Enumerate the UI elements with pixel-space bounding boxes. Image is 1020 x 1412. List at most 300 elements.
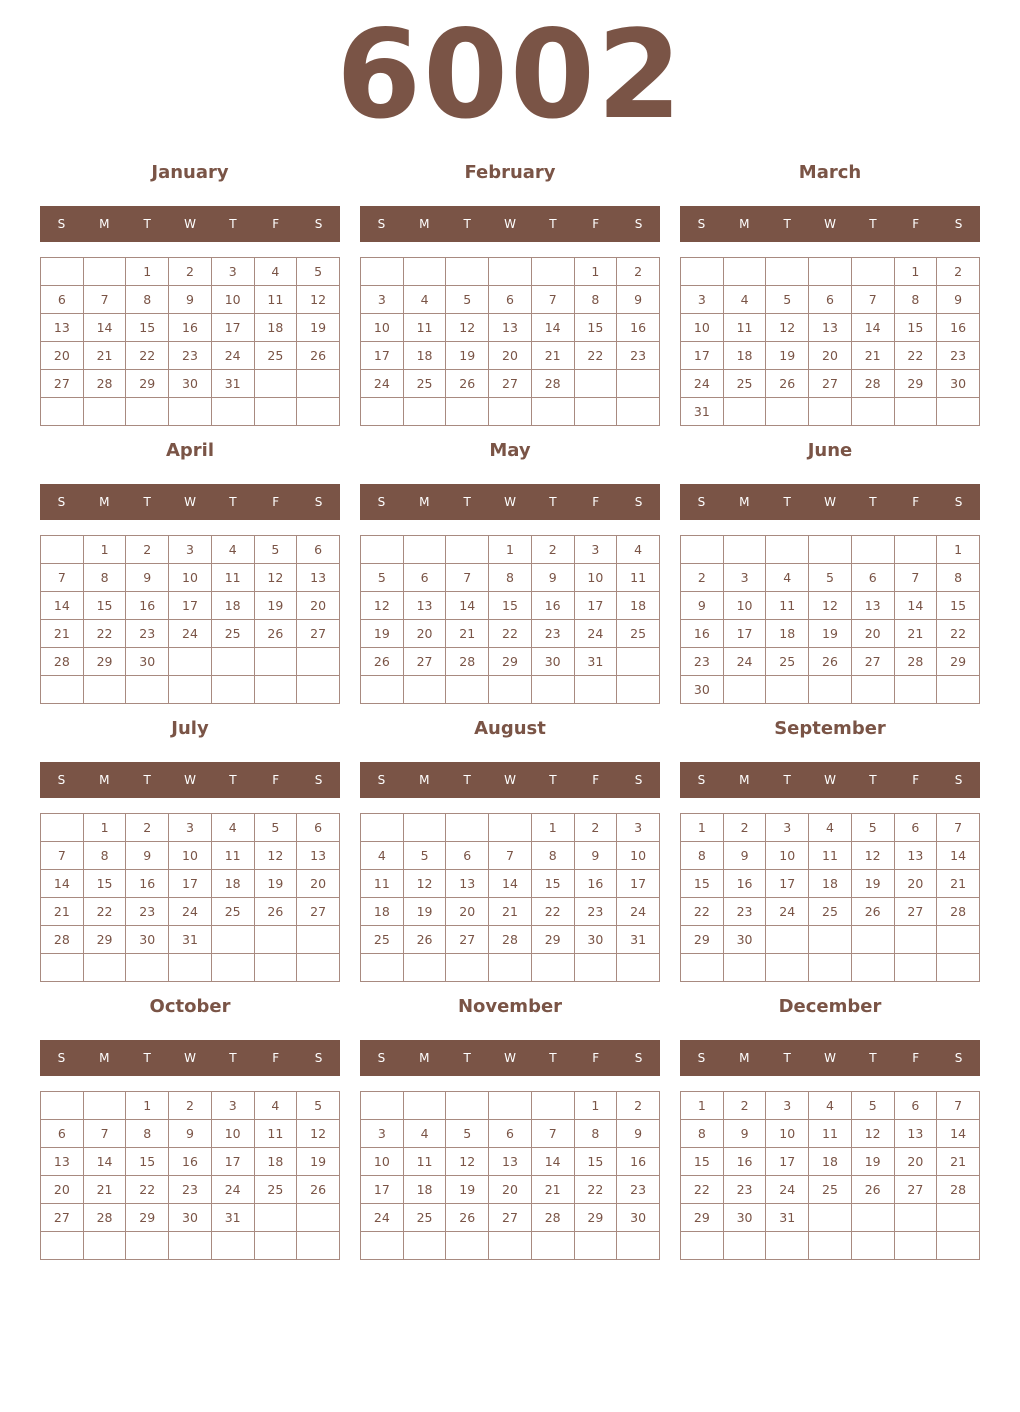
day-cell — [617, 676, 660, 704]
day-cell: 31 — [211, 1204, 254, 1232]
week-row — [41, 314, 340, 342]
day-cell — [894, 676, 937, 704]
day-cell: 20 — [403, 620, 446, 648]
day-cell — [254, 1204, 297, 1232]
weekday-label: T — [869, 217, 877, 231]
day-cell: 22 — [894, 342, 937, 370]
day-cell: 18 — [809, 1148, 852, 1176]
day-cell: 28 — [531, 370, 574, 398]
day-cell: 14 — [851, 314, 894, 342]
day-cell: 2 — [937, 258, 980, 286]
day-cell: 27 — [489, 1204, 532, 1232]
day-cell: 9 — [937, 286, 980, 314]
day-cell: 14 — [446, 592, 489, 620]
day-cell: 4 — [766, 564, 809, 592]
day-cell: 30 — [126, 648, 169, 676]
weekday-label: T — [783, 217, 791, 231]
weekday-label: S — [954, 217, 963, 231]
day-grid — [680, 257, 980, 426]
weekday-label: S — [314, 495, 323, 509]
day-cell: 10 — [723, 592, 766, 620]
day-cell — [83, 1232, 126, 1260]
day-cell: 20 — [41, 342, 84, 370]
month-name: November — [457, 996, 563, 1017]
week-row — [361, 898, 660, 926]
day-cell — [83, 1092, 126, 1120]
day-cell — [574, 1232, 617, 1260]
weekday-label: S — [314, 773, 323, 787]
day-cell — [361, 954, 404, 982]
day-cell: 13 — [851, 592, 894, 620]
weekday-label: M — [419, 773, 430, 787]
weekday-header — [360, 206, 660, 242]
day-cell: 26 — [766, 370, 809, 398]
day-cell: 30 — [169, 1204, 212, 1232]
day-cell: 11 — [361, 870, 404, 898]
weekday-label: S — [697, 773, 706, 787]
weekday-label: T — [463, 1051, 471, 1065]
day-cell: 4 — [361, 842, 404, 870]
day-cell: 21 — [446, 620, 489, 648]
day-cell — [254, 648, 297, 676]
day-cell: 11 — [211, 842, 254, 870]
day-cell: 21 — [937, 1148, 980, 1176]
weekday-header — [40, 762, 340, 798]
weekday-label: T — [143, 217, 151, 231]
day-cell — [851, 536, 894, 564]
day-cell: 14 — [83, 1148, 126, 1176]
week-row — [41, 286, 340, 314]
week-row — [361, 870, 660, 898]
weekday-label: S — [377, 495, 386, 509]
day-cell: 17 — [681, 342, 724, 370]
day-cell: 27 — [894, 898, 937, 926]
day-cell: 20 — [489, 1176, 532, 1204]
day-cell: 9 — [169, 1120, 212, 1148]
day-cell — [446, 954, 489, 982]
day-cell: 16 — [723, 870, 766, 898]
day-cell: 15 — [681, 870, 724, 898]
day-cell: 16 — [937, 314, 980, 342]
week-row — [41, 926, 340, 954]
day-cell — [723, 954, 766, 982]
day-cell: 24 — [617, 898, 660, 926]
day-cell: 4 — [617, 536, 660, 564]
day-cell: 15 — [489, 592, 532, 620]
day-cell: 25 — [403, 1204, 446, 1232]
day-cell: 13 — [894, 1120, 937, 1148]
day-cell: 31 — [617, 926, 660, 954]
day-cell: 4 — [254, 258, 297, 286]
day-cell: 7 — [851, 286, 894, 314]
day-cell: 11 — [617, 564, 660, 592]
day-cell: 13 — [809, 314, 852, 342]
day-cell — [766, 676, 809, 704]
day-cell: 31 — [169, 926, 212, 954]
day-cell: 4 — [403, 286, 446, 314]
day-cell: 15 — [574, 1148, 617, 1176]
day-cell — [809, 258, 852, 286]
day-cell — [809, 954, 852, 982]
day-cell: 27 — [297, 898, 340, 926]
day-cell — [766, 258, 809, 286]
day-cell: 4 — [211, 814, 254, 842]
day-cell: 28 — [489, 926, 532, 954]
day-cell: 20 — [894, 870, 937, 898]
day-cell: 10 — [361, 314, 404, 342]
week-row — [681, 648, 980, 676]
day-cell — [574, 398, 617, 426]
weekday-label: S — [954, 773, 963, 787]
day-cell: 28 — [531, 1204, 574, 1232]
month-name: January — [151, 162, 229, 183]
day-cell — [574, 676, 617, 704]
day-cell: 27 — [446, 926, 489, 954]
day-cell: 22 — [681, 1176, 724, 1204]
day-cell: 10 — [361, 1148, 404, 1176]
day-cell: 5 — [446, 1120, 489, 1148]
day-cell: 19 — [851, 870, 894, 898]
day-grid — [680, 1091, 980, 1260]
day-cell: 16 — [574, 870, 617, 898]
weekday-label: S — [954, 495, 963, 509]
day-cell: 23 — [169, 1176, 212, 1204]
day-cell — [531, 954, 574, 982]
day-cell: 29 — [531, 926, 574, 954]
weekday-label: T — [549, 495, 557, 509]
weekday-header — [40, 206, 340, 242]
week-row — [361, 564, 660, 592]
day-cell: 29 — [681, 1204, 724, 1232]
day-cell — [83, 398, 126, 426]
day-cell: 29 — [126, 370, 169, 398]
day-cell — [894, 1232, 937, 1260]
day-cell: 16 — [126, 592, 169, 620]
day-cell: 12 — [446, 314, 489, 342]
day-cell — [617, 954, 660, 982]
week-row — [681, 286, 980, 314]
day-cell — [403, 536, 446, 564]
day-cell: 8 — [489, 564, 532, 592]
month-name: February — [464, 162, 556, 183]
week-row — [41, 676, 340, 704]
weekday-label: T — [549, 217, 557, 231]
week-row — [41, 536, 340, 564]
day-cell: 26 — [297, 1176, 340, 1204]
weekday-header — [680, 484, 980, 520]
day-cell: 12 — [851, 1120, 894, 1148]
weekday-label: W — [184, 217, 196, 231]
day-cell — [937, 926, 980, 954]
day-cell: 19 — [297, 1148, 340, 1176]
day-cell: 31 — [766, 1204, 809, 1232]
weekday-label: S — [697, 1051, 706, 1065]
day-cell: 28 — [894, 648, 937, 676]
day-cell — [766, 536, 809, 564]
day-cell — [489, 1092, 532, 1120]
day-cell: 17 — [723, 620, 766, 648]
day-cell: 27 — [894, 1176, 937, 1204]
weekday-label: T — [869, 1051, 877, 1065]
day-cell: 15 — [83, 592, 126, 620]
weekday-label: M — [99, 773, 110, 787]
day-cell: 30 — [574, 926, 617, 954]
month-name: May — [489, 440, 531, 461]
day-cell: 3 — [169, 814, 212, 842]
day-cell: 16 — [681, 620, 724, 648]
month-name: October — [149, 996, 231, 1017]
weekday-label: F — [272, 1051, 280, 1065]
weekday-label: W — [504, 773, 516, 787]
day-cell: 7 — [489, 842, 532, 870]
day-cell — [361, 1092, 404, 1120]
week-row — [681, 1204, 980, 1232]
day-cell — [41, 676, 84, 704]
day-cell: 19 — [809, 620, 852, 648]
day-cell: 19 — [446, 1176, 489, 1204]
day-cell: 26 — [851, 1176, 894, 1204]
month-name: April — [165, 440, 215, 461]
day-cell — [446, 1092, 489, 1120]
day-cell: 29 — [83, 648, 126, 676]
day-cell — [851, 258, 894, 286]
day-cell: 26 — [361, 648, 404, 676]
weekday-label: S — [57, 1051, 66, 1065]
day-cell: 24 — [574, 620, 617, 648]
day-cell: 28 — [937, 898, 980, 926]
day-cell — [41, 536, 84, 564]
day-cell: 6 — [41, 1120, 84, 1148]
day-cell: 2 — [617, 1092, 660, 1120]
week-row — [41, 398, 340, 426]
week-row — [681, 258, 980, 286]
day-cell — [937, 1232, 980, 1260]
day-cell — [83, 676, 126, 704]
day-cell: 4 — [254, 1092, 297, 1120]
day-cell: 21 — [531, 342, 574, 370]
day-cell: 27 — [489, 370, 532, 398]
week-row — [361, 370, 660, 398]
day-cell: 21 — [937, 870, 980, 898]
day-cell: 29 — [83, 926, 126, 954]
week-row — [361, 1204, 660, 1232]
day-cell: 16 — [126, 870, 169, 898]
weekday-header — [680, 206, 980, 242]
day-cell: 10 — [211, 286, 254, 314]
day-cell: 30 — [169, 370, 212, 398]
day-cell: 3 — [211, 1092, 254, 1120]
month-name: September — [774, 718, 886, 739]
day-cell: 6 — [489, 1120, 532, 1148]
day-cell — [723, 676, 766, 704]
weekday-label: S — [634, 1051, 643, 1065]
day-cell: 8 — [126, 1120, 169, 1148]
day-cell: 20 — [809, 342, 852, 370]
month-name: June — [807, 440, 853, 461]
day-cell: 7 — [83, 286, 126, 314]
day-cell — [403, 1232, 446, 1260]
day-cell: 18 — [254, 1148, 297, 1176]
weekday-label: F — [912, 1051, 920, 1065]
day-cell: 12 — [361, 592, 404, 620]
week-row — [681, 1120, 980, 1148]
day-cell: 5 — [446, 286, 489, 314]
weekday-label: T — [869, 495, 877, 509]
day-cell: 30 — [617, 1204, 660, 1232]
day-cell: 11 — [254, 286, 297, 314]
weekday-label: M — [419, 217, 430, 231]
day-cell: 21 — [41, 620, 84, 648]
day-cell — [489, 676, 532, 704]
day-cell — [809, 536, 852, 564]
day-cell: 30 — [681, 676, 724, 704]
day-cell: 21 — [531, 1176, 574, 1204]
weekday-label: S — [377, 1051, 386, 1065]
day-cell: 6 — [297, 536, 340, 564]
day-cell: 19 — [446, 342, 489, 370]
week-row — [681, 370, 980, 398]
day-cell: 27 — [41, 1204, 84, 1232]
day-cell — [126, 398, 169, 426]
day-cell: 20 — [894, 1148, 937, 1176]
day-cell: 15 — [894, 314, 937, 342]
day-cell: 23 — [574, 898, 617, 926]
day-cell: 7 — [531, 1120, 574, 1148]
day-cell: 14 — [41, 592, 84, 620]
day-cell — [211, 1232, 254, 1260]
day-cell: 13 — [403, 592, 446, 620]
day-cell: 7 — [937, 814, 980, 842]
day-cell: 12 — [254, 842, 297, 870]
weekday-label: T — [549, 1051, 557, 1065]
day-cell: 1 — [574, 258, 617, 286]
weekday-label: M — [419, 1051, 430, 1065]
week-row — [361, 1148, 660, 1176]
day-cell: 24 — [211, 1176, 254, 1204]
week-row — [361, 342, 660, 370]
day-cell: 27 — [851, 648, 894, 676]
day-cell: 11 — [723, 314, 766, 342]
day-cell — [894, 536, 937, 564]
day-cell: 17 — [574, 592, 617, 620]
day-cell: 14 — [41, 870, 84, 898]
day-cell: 25 — [211, 898, 254, 926]
day-cell: 26 — [403, 926, 446, 954]
day-cell: 17 — [211, 1148, 254, 1176]
day-cell — [894, 954, 937, 982]
day-cell: 19 — [403, 898, 446, 926]
day-cell: 1 — [681, 814, 724, 842]
day-cell: 11 — [403, 1148, 446, 1176]
week-row — [681, 1148, 980, 1176]
day-cell: 24 — [169, 898, 212, 926]
day-cell: 13 — [41, 1148, 84, 1176]
day-cell — [617, 648, 660, 676]
weekday-label: T — [143, 1051, 151, 1065]
week-row — [361, 592, 660, 620]
day-cell: 19 — [361, 620, 404, 648]
day-cell: 8 — [937, 564, 980, 592]
day-cell: 24 — [681, 370, 724, 398]
day-cell — [681, 536, 724, 564]
day-cell — [809, 1204, 852, 1232]
day-cell — [489, 1232, 532, 1260]
day-cell: 23 — [126, 620, 169, 648]
week-row — [41, 342, 340, 370]
month-name: July — [171, 718, 209, 739]
day-cell: 22 — [126, 1176, 169, 1204]
day-cell: 3 — [766, 1092, 809, 1120]
day-cell — [531, 1232, 574, 1260]
weekday-label: S — [57, 773, 66, 787]
weekday-label: S — [954, 1051, 963, 1065]
day-cell: 10 — [766, 1120, 809, 1148]
day-cell — [681, 1232, 724, 1260]
day-cell: 24 — [211, 342, 254, 370]
day-cell: 17 — [169, 870, 212, 898]
day-cell — [446, 398, 489, 426]
week-row — [681, 954, 980, 982]
day-cell — [169, 954, 212, 982]
day-cell: 3 — [681, 286, 724, 314]
day-cell: 1 — [83, 814, 126, 842]
week-row — [681, 592, 980, 620]
day-cell: 7 — [531, 286, 574, 314]
week-row — [41, 648, 340, 676]
weekday-label: F — [272, 773, 280, 787]
day-cell: 13 — [489, 1148, 532, 1176]
day-cell: 3 — [617, 814, 660, 842]
day-cell: 12 — [297, 1120, 340, 1148]
day-cell — [937, 954, 980, 982]
day-cell — [41, 1232, 84, 1260]
day-cell: 15 — [937, 592, 980, 620]
day-cell — [766, 1232, 809, 1260]
day-grid — [680, 813, 980, 982]
week-row — [361, 1120, 660, 1148]
day-cell: 25 — [617, 620, 660, 648]
day-cell: 23 — [723, 1176, 766, 1204]
weekday-label: S — [697, 217, 706, 231]
day-cell: 9 — [723, 1120, 766, 1148]
day-cell — [297, 1232, 340, 1260]
weekday-label: S — [314, 217, 323, 231]
day-cell: 8 — [574, 286, 617, 314]
day-cell: 13 — [41, 314, 84, 342]
day-cell: 20 — [489, 342, 532, 370]
day-cell — [446, 814, 489, 842]
day-cell — [723, 536, 766, 564]
day-cell: 29 — [126, 1204, 169, 1232]
day-cell — [41, 398, 84, 426]
day-cell: 1 — [83, 536, 126, 564]
day-cell — [169, 1232, 212, 1260]
week-row — [41, 898, 340, 926]
day-cell — [403, 954, 446, 982]
week-row — [681, 814, 980, 842]
day-cell: 12 — [254, 564, 297, 592]
day-grid — [40, 813, 340, 982]
weekday-header — [40, 1040, 340, 1076]
day-cell: 2 — [723, 814, 766, 842]
day-cell: 23 — [681, 648, 724, 676]
day-cell: 15 — [681, 1148, 724, 1176]
day-cell: 9 — [169, 286, 212, 314]
day-cell — [894, 926, 937, 954]
day-cell: 5 — [297, 258, 340, 286]
day-cell: 18 — [617, 592, 660, 620]
weekday-label: M — [99, 1051, 110, 1065]
